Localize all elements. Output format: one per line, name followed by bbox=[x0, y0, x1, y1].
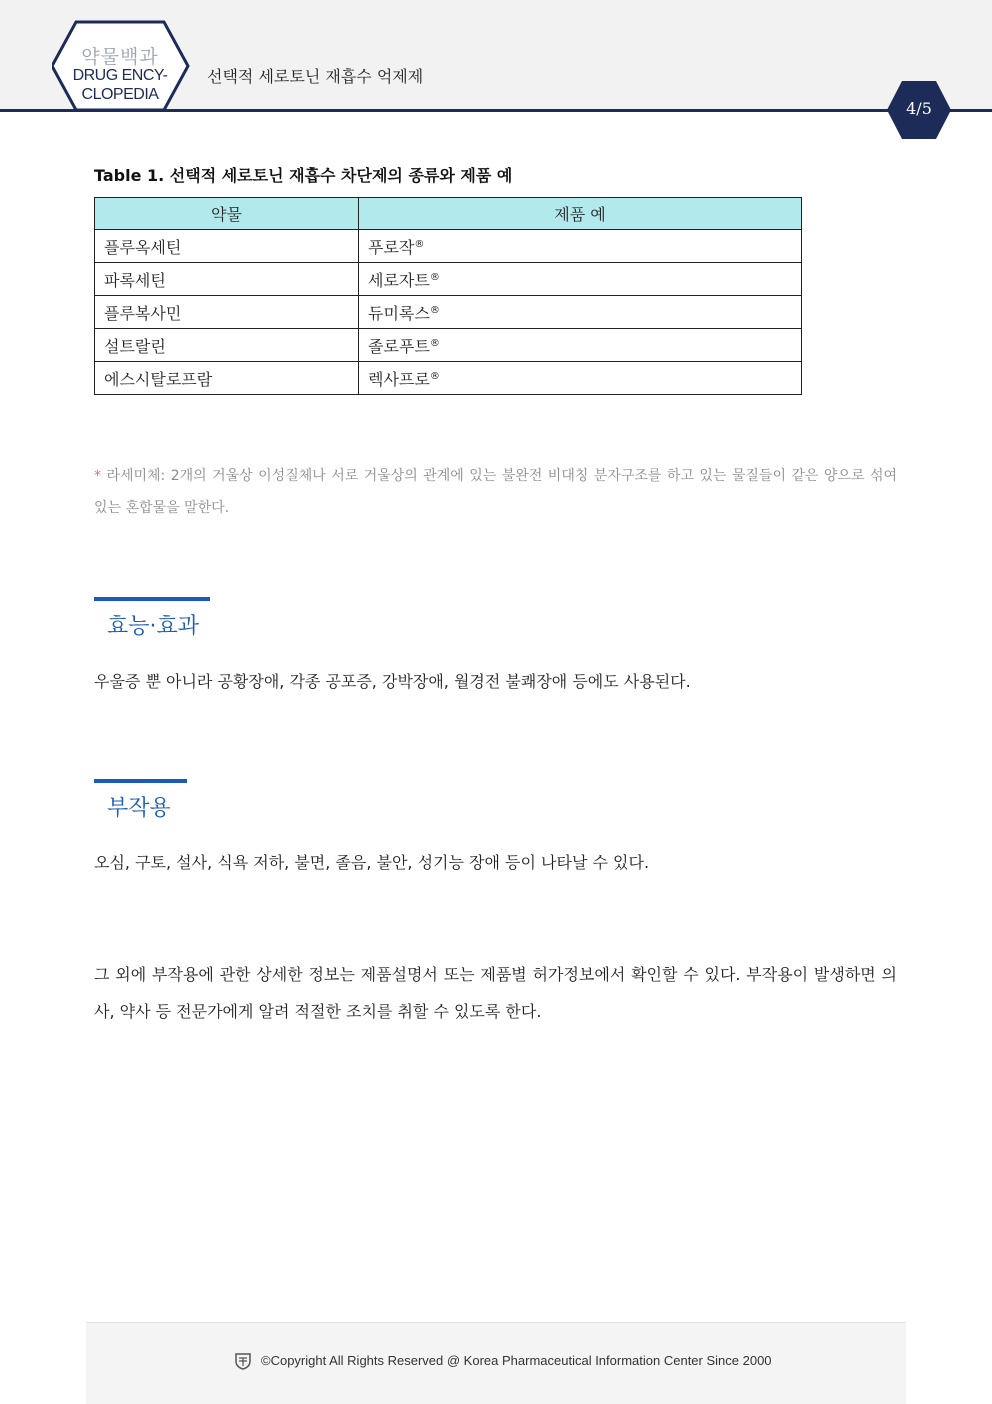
product-name: 세로자트 bbox=[368, 270, 430, 290]
product-name: 졸로푸트 bbox=[368, 336, 430, 356]
table-row bbox=[95, 296, 802, 329]
racemate-footnote bbox=[94, 460, 897, 524]
drug-cell: 플루옥세틴 bbox=[95, 230, 359, 263]
efficacy-text: 우울증 뿐 아니라 공황장애, 각종 공포증, 강박장애, 월경전 불쾌장애 등에도 사용된다. bbox=[94, 672, 691, 691]
product-name: 렉사프로 bbox=[368, 369, 430, 389]
product-cell bbox=[359, 263, 802, 296]
registered-mark: ® bbox=[429, 271, 440, 283]
header-product: 제품 예 bbox=[359, 198, 802, 230]
drug-table bbox=[94, 197, 802, 395]
drug-cell: 설트랄린 bbox=[95, 329, 359, 362]
product-name: 듀미록스 bbox=[368, 303, 430, 323]
product-cell bbox=[359, 329, 802, 362]
efficacy-heading: 효능·효과 bbox=[107, 614, 200, 639]
side-effects-heading-bar bbox=[94, 779, 187, 783]
header-drug: 약물 bbox=[95, 198, 359, 230]
product-cell bbox=[359, 362, 802, 395]
side-effects-text: 오심, 구토, 설사, 식욕 저하, 불면, 졸음, 불안, 성기능 장애 등이 나타날 수 있다. bbox=[94, 853, 650, 872]
product-cell bbox=[359, 296, 802, 329]
logo-korean: 약물백과 bbox=[81, 46, 159, 68]
table-header-row bbox=[95, 198, 802, 230]
footnote-text: 라세미체: 2개의 거울상 이성질체나 서로 거울상의 관계에 있는 불완전 비대칭 분자구조를 하고 있는 물질들이 같은 양으로 섞여 있는 혼합물을 말한다. bbox=[94, 468, 897, 516]
logo-line1: DRUG ENCY- bbox=[72, 67, 168, 84]
table-caption: Table 1. 선택적 세로토닌 재흡수 차단제의 종류와 제품 예 bbox=[94, 166, 513, 185]
drug-cell: 파록세틴 bbox=[95, 263, 359, 296]
product-cell bbox=[359, 230, 802, 263]
drug-cell: 플루복사민 bbox=[95, 296, 359, 329]
registered-mark: ® bbox=[429, 370, 440, 382]
registered-mark: ® bbox=[429, 304, 440, 316]
registered-mark: ® bbox=[414, 238, 425, 250]
footer-copyright: ©Copyright All Rights Reserved @ Korea Pharmaceutical Information Center Since 2000 bbox=[261, 1353, 772, 1368]
efficacy-heading-bar bbox=[94, 597, 210, 601]
drug-cell: 에스시탈로프람 bbox=[95, 362, 359, 395]
table-row bbox=[95, 329, 802, 362]
footnote-marker: * bbox=[94, 468, 101, 484]
table-row bbox=[95, 230, 802, 263]
table-row bbox=[95, 362, 802, 395]
page-number: 4/5 bbox=[906, 99, 932, 118]
side-effects-heading: 부작용 bbox=[107, 796, 171, 821]
logo-line2: CLOPEDIA bbox=[81, 86, 159, 103]
side-effects-extra-text: 그 외에 부작용에 관한 상세한 정보는 제품설명서 또는 제품별 허가정보에서 확인할 수 있다. 부작용이 발생하면 의사, 약사 등 전문가에게 알려 적절한 조치를 취할 수 있도록 한다. bbox=[94, 965, 897, 1021]
table-row bbox=[95, 263, 802, 296]
registered-mark: ® bbox=[429, 337, 440, 349]
crest-icon bbox=[234, 1352, 252, 1370]
document-title: 선택적 세로토닌 재흡수 억제제 bbox=[207, 67, 424, 86]
product-name: 푸로작 bbox=[368, 237, 415, 257]
